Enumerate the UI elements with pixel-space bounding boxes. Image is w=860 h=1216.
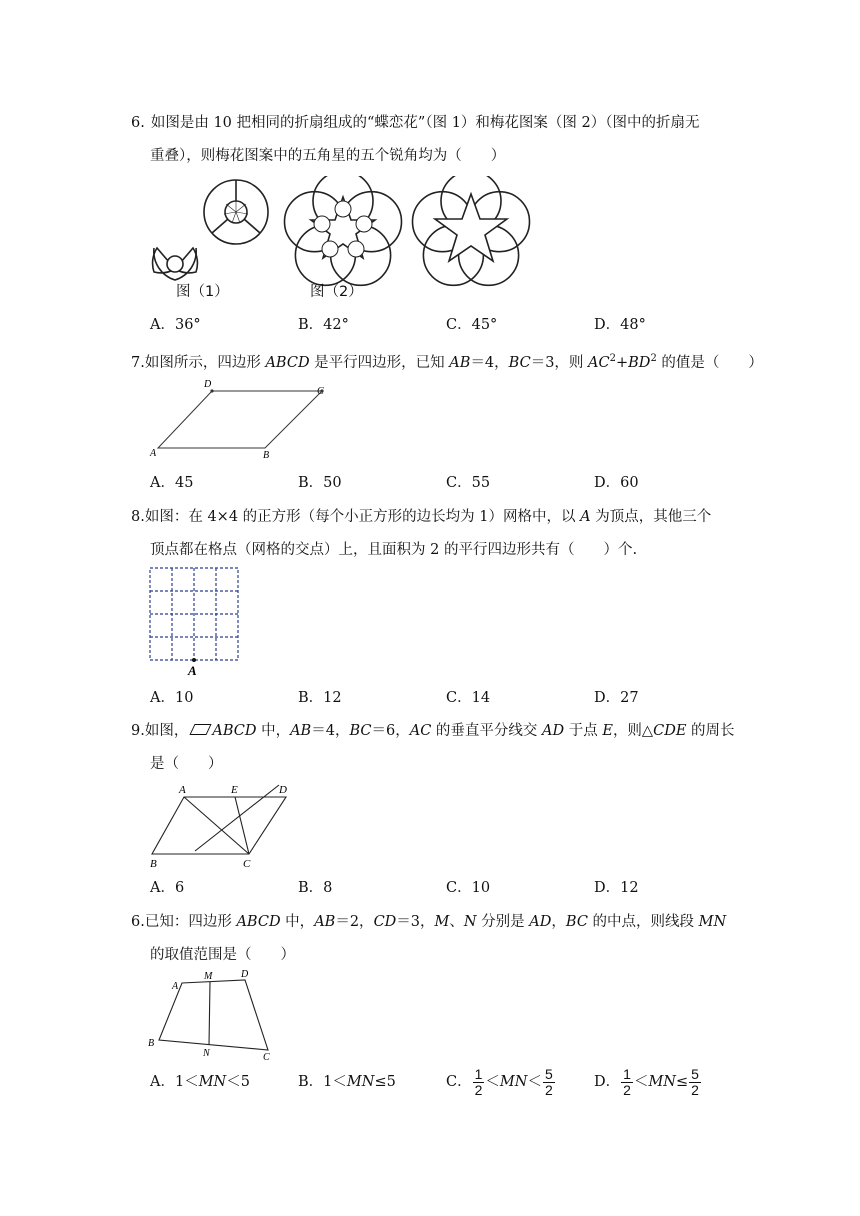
q7-parallelogram [158,391,322,448]
q6b-option-a[interactable]: A．1＜MN＜5 [150,1074,250,1090]
q9-parallelogram [152,797,286,854]
q7-label-d: D [204,379,212,390]
q6b-figure [145,968,285,1064]
q6b-option-b[interactable]: B．1＜MN≤5 [298,1074,396,1090]
q9-line1: 9.如图， ABCD 中，AB＝4，BC＝6，AC 的垂直平分线交 AD 于点 E，则△CDE 的周长 [131,723,735,739]
q6-option-c[interactable]: C．45° [446,317,498,333]
q6b-label-b: B [148,1038,155,1049]
q6b-label-a: A [172,981,179,992]
q8-number: 8. [131,509,145,525]
q6b-label-c: C [263,1052,270,1063]
q9-number: 9. [131,723,145,739]
q6-number: 6. [131,115,145,131]
q8-option-a[interactable]: A．10 [150,690,194,706]
q9-option-d[interactable]: D．12 [594,880,639,896]
q6b-line1: 6.已知：四边形 ABCD 中，AB＝2，CD＝3，M、N 分别是 AD，BC 的中点，则线段 MN [131,914,727,930]
q9-option-a[interactable]: A．6 [150,880,185,896]
q8-option-b[interactable]: B．12 [298,690,342,706]
q6-fig2-plum [285,176,402,285]
q7-option-b[interactable]: B．50 [298,475,342,491]
q8-line2: 顶点都在格点（网格的交点）上，且面积为 2 的平行四边形共有（ ）个. [150,542,638,558]
q6-stem-line1: 如图是由 10 把相同的折扇组成的“蝶恋花”（图 1）和梅花图案（图 2）（图中的折扇无 [150,115,700,131]
q9-label-c: C [243,858,251,870]
q6-fig3-plum-outline [413,176,530,285]
q9-label-e: E [231,784,238,796]
q8-label-a: A [188,663,197,678]
q6b-segment-mn [209,982,210,1045]
q9-label-b: B [150,858,157,870]
q7-option-d[interactable]: D．60 [594,475,639,491]
q6b-line2: 的取值范围是（ ） [150,947,295,963]
q6b-option-d[interactable]: D． $\frac{1}{2}$ ＜MN≤ $\frac{5}{2}$ [594,1065,699,1098]
q8-line1: 8.如图：在 4×4 的正方形（每个小正方形的边长均为 1）网格中，以 A 为顶点，其他三个 [131,509,712,525]
q9-option-c[interactable]: C．10 [446,880,491,896]
q6-option-d[interactable]: D．48° [594,317,646,333]
q7-number: 7. [131,354,145,371]
q6-stem-line2: 重叠），则梅花图案中的五角星的五个锐角均为（ ） [150,148,506,164]
q8-point-a [192,658,196,662]
q9-figure [145,780,305,872]
parallelogram-symbol-icon [190,724,212,735]
q6b-label-d: D [241,969,249,980]
q6b-label-n: N [203,1048,210,1059]
q7-label-b: B [263,450,270,461]
q6-line2 [150,146,505,166]
q6b-label-m: M [204,971,213,982]
q9-option-b[interactable]: B．8 [298,880,333,896]
q9-diagonal-ac [184,797,249,854]
q8-option-c[interactable]: C．14 [446,690,491,706]
q7-label-c: C [317,386,324,397]
q8-grid-figure [145,565,245,679]
fraction-one-half: $\frac{1}{2}$ [474,1065,483,1098]
fraction-five-halves: $\frac{5}{2}$ [691,1065,699,1098]
q7-figure [145,376,345,462]
q6-fig2-label: 图（2） [310,284,363,300]
q7-line1: 7.如图所示，四边形 ABCD 是平行四边形，已知 AB＝4，BC＝3，则 $AC^2+BD^2$ 的值是（ ） [131,353,763,371]
q6-option-a[interactable]: A．36° [150,317,201,333]
q6-fig1-label: 图（1） [176,284,229,300]
fraction-five-halves: $\frac{5}{2}$ [544,1065,553,1098]
q6b-number: 6. [131,914,145,930]
q9-label-a: A [179,784,186,796]
q8-option-d[interactable]: D．27 [594,690,639,706]
q6-option-b[interactable]: B．42° [298,317,349,333]
q6-line1 [131,113,700,133]
fraction-one-half: $\frac{1}{2}$ [623,1065,631,1098]
q9-label-d: D [279,784,287,796]
q7-label-a: A [150,448,157,459]
q9-segment-ec [235,797,249,854]
q6b-option-c[interactable]: C． $\frac{1}{2}$ ＜MN＜ $\frac{5}{2}$ [446,1065,553,1098]
q7-option-c[interactable]: C．55 [446,475,491,491]
q7-option-a[interactable]: A．45 [150,475,194,491]
q9-line2: 是（ ） [150,756,223,772]
